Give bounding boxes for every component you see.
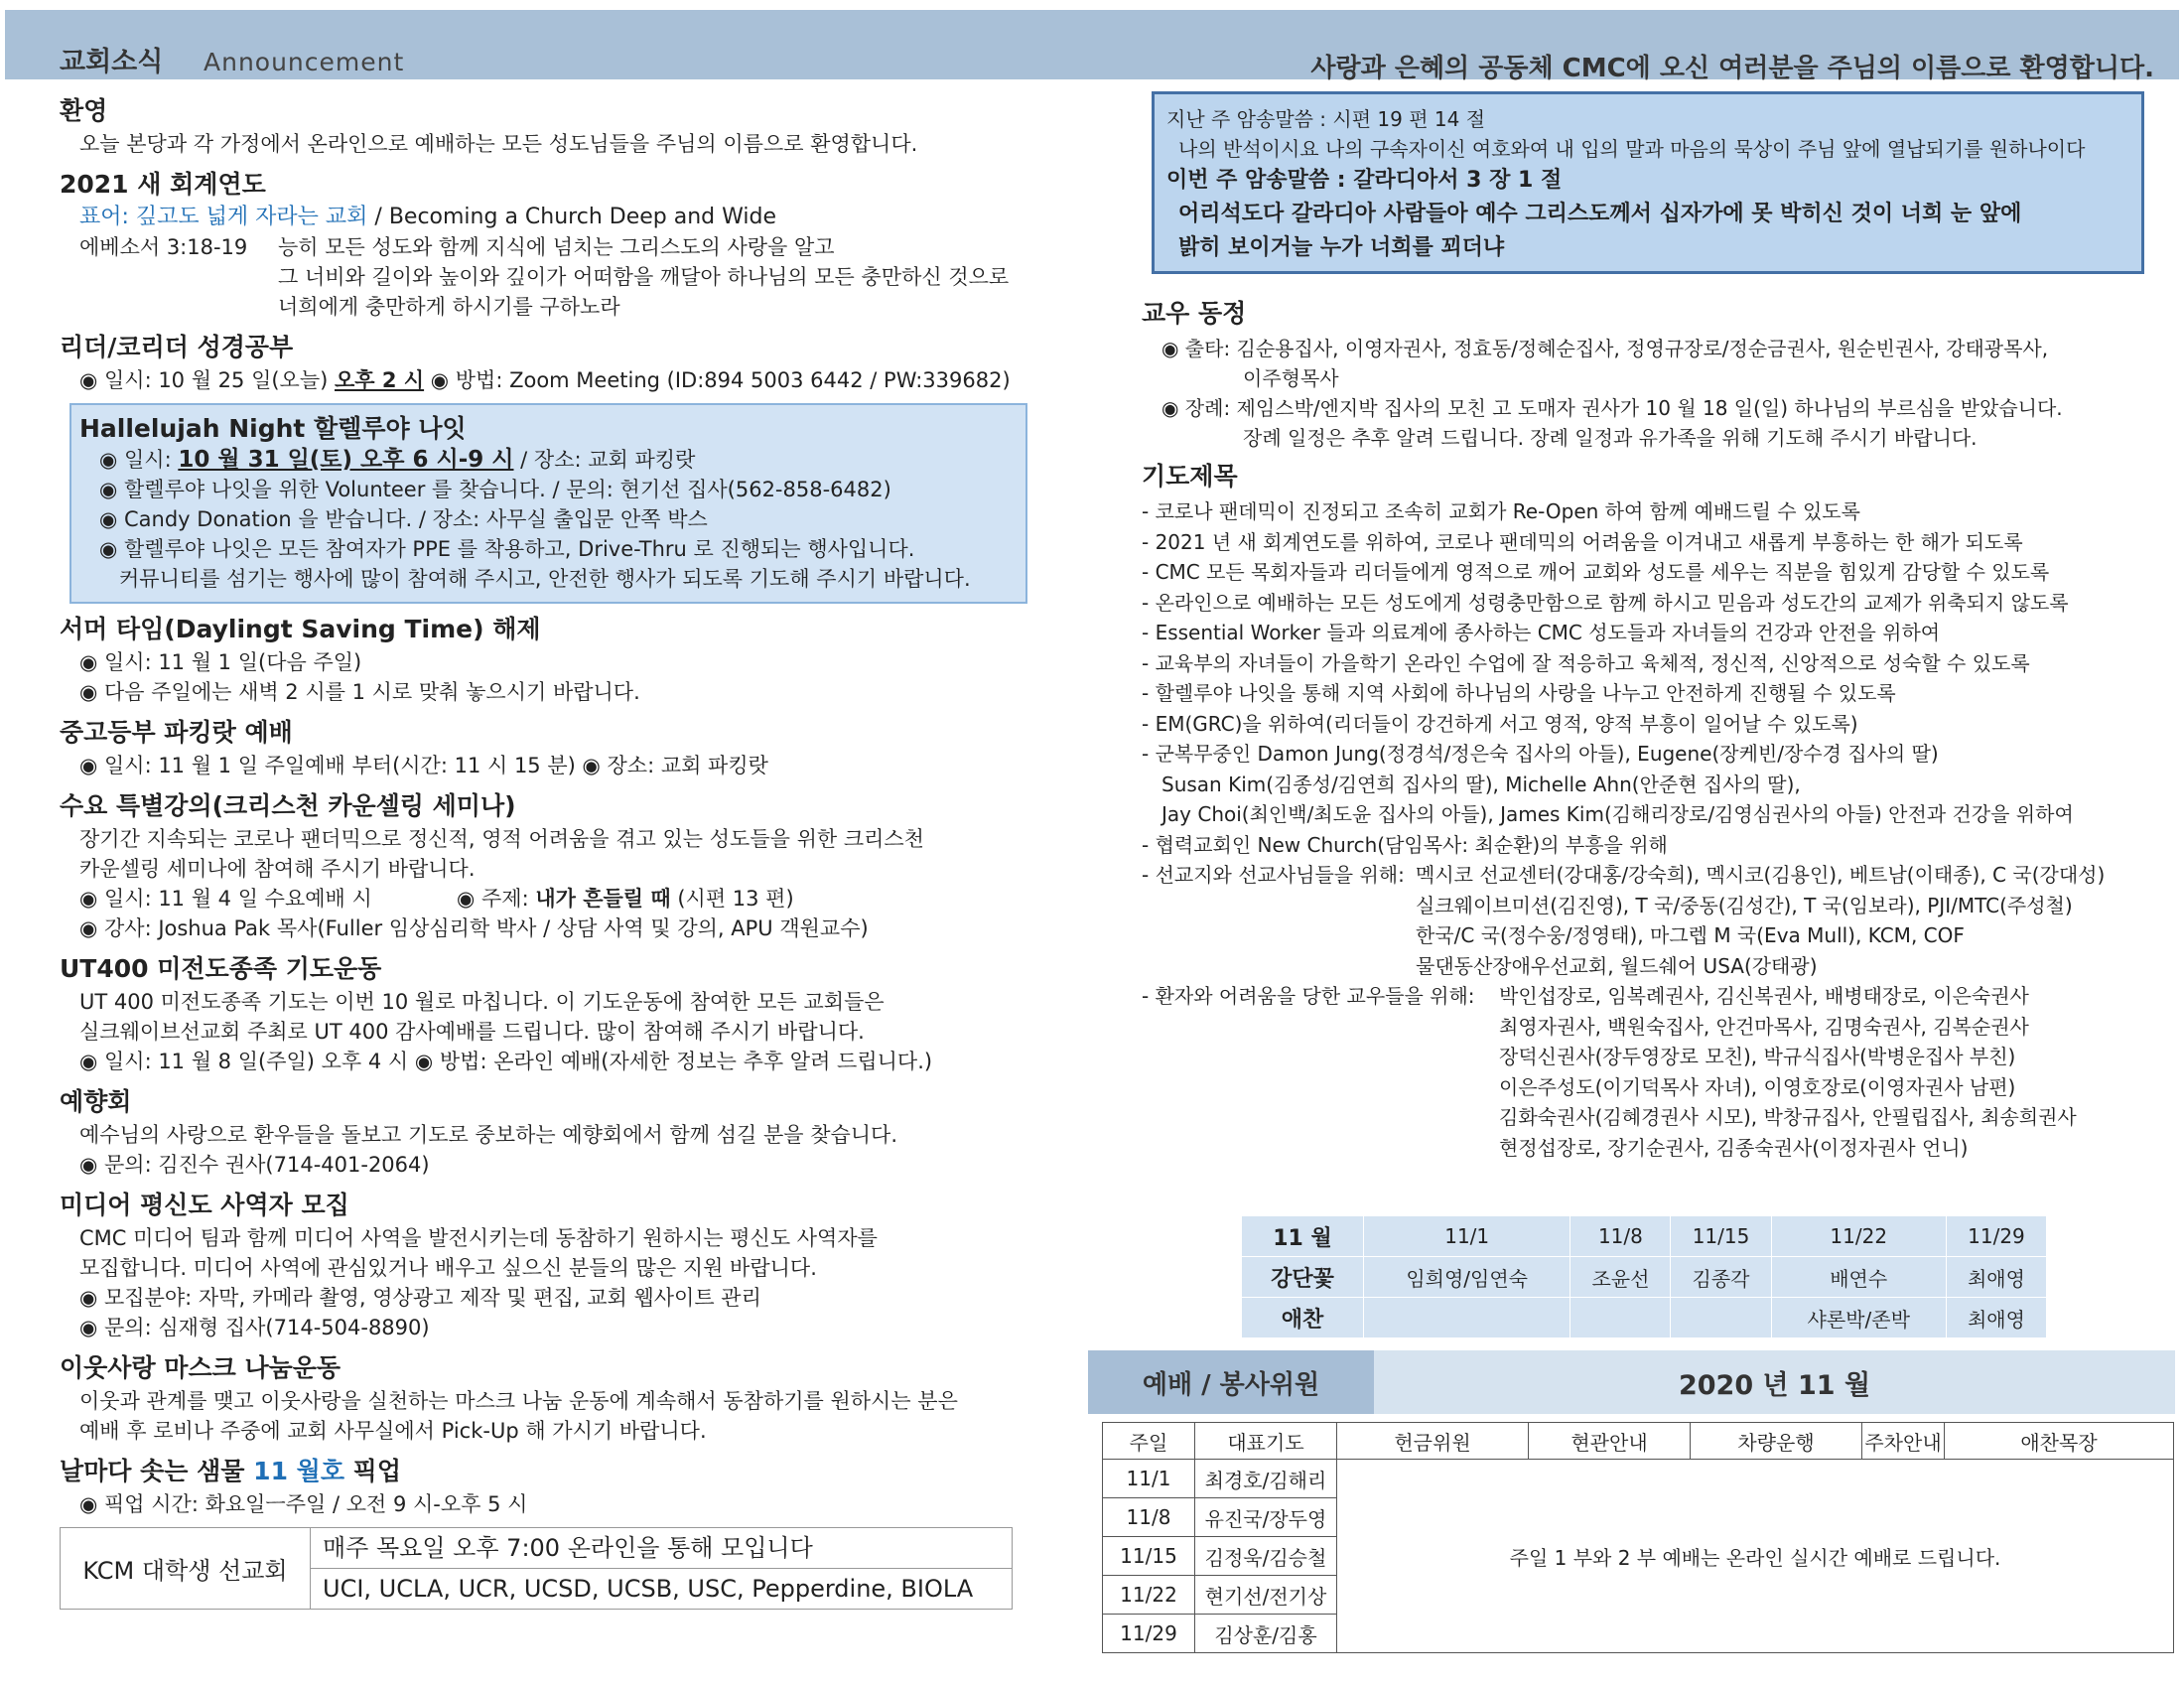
last-week-verse-text: 나의 반석이시요 나의 구속자이신 여호와여 내 입의 말과 마음의 묵상이 주님 앞에 열납되기를 원하나이다 xyxy=(1178,137,2086,161)
meal-cell xyxy=(1570,1298,1671,1338)
sunday-date: 11/22 xyxy=(1103,1576,1195,1615)
prayer-military-2: Susan Kim(김종성/김연희 집사의 딸), Michelle Ahn(안준현 집사의 딸), xyxy=(1161,772,1801,796)
kcm-line-1: 매주 목요일 오후 7:00 온라인을 통해 모입니다 xyxy=(323,1534,813,1562)
prayer-new-church: - 협력교회인 New Church(담임목사: 최순환)의 부흥을 위해 xyxy=(1142,832,1668,857)
hallelujah-community: 커뮤니티를 섬기는 행사에 많이 참여해 주시고, 안전한 행사가 되도록 기도해 주시기 바랍니다. xyxy=(119,567,971,591)
sunday-date: 11/15 xyxy=(1103,1537,1195,1576)
date-cell: 11/8 xyxy=(1570,1216,1671,1257)
ut400-desc-1: UT 400 미전도종족 기도는 이번 10 월로 마칩니다. 이 기도운동에 참여한 모든 교회들은 xyxy=(79,990,885,1014)
worship-service-bar xyxy=(1088,1350,2175,1414)
flower-schedule-table xyxy=(1241,1215,2047,1338)
prayer-leader: 유진국/장두영 xyxy=(1195,1498,1337,1537)
patient-line: 장덕신권사(장두영장로 모친), 박규식집사(박병운집사 부친) xyxy=(1499,1045,2016,1068)
mission-line: 한국/C 국(정수웅/정영태), 마그렙 M 국(Eva Mull), KCM, COF xyxy=(1416,923,1965,947)
table-row xyxy=(1103,1460,2174,1498)
leader-study-time: 오후 2 시 xyxy=(335,368,425,392)
patient-line: 김화숙권사(김혜경권사 시모), 박창규집사, 안필립집사, 최송희권사 xyxy=(1499,1105,2077,1129)
spring-title-a: 날마다 솟는 샘물 xyxy=(60,1457,254,1485)
ut400-info: ◉ 일시: 11 월 8 일(주일) 오후 4 시 ◉ 방법: 온라인 예배(자세한 정보는 추후 알려 드립니다.) xyxy=(79,1050,933,1073)
members-travel-2: 이주형목사 xyxy=(1243,366,1339,390)
prayer-item: - 할렐루야 나잇을 통해 지역 사회에 하나님의 사랑을 나누고 안전하게 진행될 수 있도록 xyxy=(1142,681,1896,705)
announcements-column xyxy=(60,85,1032,1610)
patient-line: 현정섭장로, 장기순권사, 김종숙권사(이정자권사 언니) xyxy=(1499,1135,1969,1160)
header-subtitle: Announcement xyxy=(204,48,405,76)
motto-verse xyxy=(60,232,1032,322)
ut400-title: UT400 미전도종족 기도운동 xyxy=(60,954,382,983)
right-column xyxy=(1142,290,2174,1163)
spring-title xyxy=(60,1452,1032,1487)
prayer-item: - 온라인으로 예배하는 모든 성도에게 성령충만함으로 함께 하시고 믿음과 성도간의 교제가 위축되지 않도록 xyxy=(1142,590,2069,615)
prayer-leader: 현기선/전기상 xyxy=(1195,1576,1337,1615)
patient-line: 박인섭장로, 임복례권사, 김신복권사, 배병태장로, 이은숙권사 xyxy=(1499,984,2029,1008)
this-week-verse-text-2: 밝히 보이거늘 누가 너희를 꾀더냐 xyxy=(1178,235,1505,260)
kcm-line-2: UCI, UCLA, UCR, UCSD, UCSB, USC, Pepperdine, BIOLA xyxy=(311,1568,1012,1609)
wednesday-speaker: ◉ 강사: Joshua Pak 목사(Fuller 임상심리학 박사 / 상담 사역 및 강의, APU 객원교수) xyxy=(79,916,869,940)
this-week-verse-label: 이번 주 암송말씀 : 갈라디아서 3 장 1 절 xyxy=(1166,168,1563,193)
leader-study-date: ◉ 일시: 10 월 25 일(오늘) xyxy=(79,368,335,392)
meal-cell: 최애영 xyxy=(1946,1298,2046,1338)
altar-cell: 조윤선 xyxy=(1570,1257,1671,1298)
mask-desc-1: 이웃과 관계를 맺고 이웃사랑을 실천하는 마스크 나눔 운동에 계속해서 동참하기를 원하시는 분은 xyxy=(79,1389,958,1413)
verse-line-1: 능히 모든 성도와 함께 지식에 넘치는 그리스도의 사랑을 알고 xyxy=(278,235,835,259)
flower-table-header-row xyxy=(1242,1216,2047,1257)
patient-line: 최영자권사, 백원숙집사, 안건마목사, 김명숙권사, 김복순권사 xyxy=(1499,1014,2029,1039)
members-travel-1: ◉ 출타: 김순용집사, 이영자권사, 정효동/정혜순집사, 정영규장로/정순금권사, 원순빈권사, 강태광목사, xyxy=(1161,337,2049,360)
meal-label: 애찬 xyxy=(1242,1298,1364,1338)
column-header: 대표기도 xyxy=(1195,1423,1337,1460)
mission-line: 실크웨이브미션(김진영), T 국/중동(김성간), T 국(임보라), PJI/MTC(주성철) xyxy=(1416,893,2073,917)
wednesday-topic-ref: (시편 13 편) xyxy=(670,887,794,911)
hallelujah-night-box xyxy=(69,403,1027,604)
sunday-date: 11/29 xyxy=(1103,1615,1195,1653)
altar-cell: 임희영/임연숙 xyxy=(1364,1257,1570,1298)
kcm-label: KCM 대학생 선교회 xyxy=(61,1528,311,1609)
spring-title-c: 픽업 xyxy=(343,1457,401,1485)
wednesday-topic: 내가 흔들릴 때 xyxy=(535,887,671,911)
youth-info: ◉ 일시: 11 월 1 일 주일예배 부터(시간: 11 시 15 분) ◉ 장소: 교회 파킹랏 xyxy=(79,754,768,777)
sunday-date: 11/8 xyxy=(1103,1498,1195,1537)
spring-time: ◉ 픽업 시간: 화요일ㅡ주일 / 오전 9 시-오후 5 시 xyxy=(79,1492,528,1516)
column-header: 차량운행 xyxy=(1691,1423,1862,1460)
column-header: 애찬목장 xyxy=(1945,1423,2174,1460)
welcome-title: 환영 xyxy=(60,96,108,125)
header-bar xyxy=(5,10,2179,83)
column-header: 주일 xyxy=(1103,1423,1195,1460)
prayer-item: - 교육부의 자녀들이 가을학기 온라인 수업에 잘 적응하고 육체적, 정신적, 신앙적으로 성숙할 수 있도록 xyxy=(1142,650,2030,675)
hallelujah-ppe: ◉ 할렐루야 나잇은 모든 참여자가 PPE 를 착용하고, Drive-Thru 로 진행되는 행사입니다. xyxy=(99,537,915,561)
date-cell: 11/15 xyxy=(1671,1216,1771,1257)
header-title: 교회소식 xyxy=(60,47,164,77)
members-funeral-1: ◉ 장례: 제임스박/엔지박 집사의 모친 고 도매자 권사가 10 월 18 일(일) 하나님의 부르심을 받았습니다. xyxy=(1161,396,2063,420)
spring-title-issue: 11 월호 xyxy=(253,1457,344,1485)
prayer-item: - 2021 년 새 회계연도를 위하여, 코로나 팬데믹의 어려움을 이겨내고 새롭게 부흥하는 한 해가 되도록 xyxy=(1142,529,2023,554)
date-cell: 11/29 xyxy=(1946,1216,2046,1257)
prayer-item: - 코로나 팬데믹이 진정되고 조속히 교회가 Re-Open 하여 함께 예배드릴 수 있도록 xyxy=(1142,499,1860,523)
ut400-desc-2: 실크웨이브선교회 주최로 UT 400 감사예배를 드립니다. 많이 참여해 주시기 바랍니다. xyxy=(79,1020,865,1044)
hallelujah-title: Hallelujah Night 할렐루야 나잇 xyxy=(79,414,467,443)
header-welcome: 사랑과 은혜의 공동체 CMC에 오신 여러분을 주님의 이름으로 환영합니다. xyxy=(1310,54,2154,83)
mask-desc-2: 예배 후 로비나 주중에 교회 사무실에서 Pick-Up 해 가시기 바랍니다. xyxy=(79,1419,707,1443)
wednesday-date-topic xyxy=(60,884,1032,914)
meal-cell xyxy=(1671,1298,1771,1338)
verse-line-2: 그 너비와 길이와 높이와 깊이가 어떠함을 깨달아 하나님의 모든 충만하신 것으로 xyxy=(278,265,1010,289)
date-cell: 11/22 xyxy=(1771,1216,1946,1257)
wednesday-date: ◉ 일시: 11 월 4 일 수요예배 시 xyxy=(79,887,372,911)
prayer-item: - CMC 모든 목회자들과 리더들에게 영적으로 깨어 교회와 성도를 세우는 직분을 힘있게 감당할 수 있도록 xyxy=(1142,560,2050,584)
meal-cell: 샤론박/존박 xyxy=(1771,1298,1946,1338)
mission-line: 멕시코 선교센터(강대홍/강숙희), 멕시코(김용인), 베트남(이태종), C 국(강대성) xyxy=(1416,863,2106,887)
sunday-date: 11/1 xyxy=(1103,1460,1195,1498)
dst-date: ◉ 일시: 11 월 1 일(다음 주일) xyxy=(79,650,362,674)
wednesday-title: 수요 특별강의(크리스천 카운셀링 세미나) xyxy=(60,791,516,820)
verse-line-3: 너희에게 충만하게 하시기를 구하노라 xyxy=(278,295,620,319)
wednesday-topic-prefix: ◉ 주제: xyxy=(457,887,536,911)
prayer-title: 기도제목 xyxy=(1142,462,1238,491)
wednesday-desc-1: 장기간 지속되는 코로나 팬더믹으로 정신적, 영적 어려움을 겪고 있는 성도들을 위한 크리스천 xyxy=(79,827,924,851)
prayer-leader: 김상훈/김홍 xyxy=(1195,1615,1337,1653)
dst-note: ◉ 다음 주일에는 새벽 2 시를 1 시로 맞춰 놓으시기 바랍니다. xyxy=(79,680,640,704)
yehyang-title: 예향회 xyxy=(60,1087,132,1116)
hallelujah-candy: ◉ Candy Donation 을 받습니다. / 장소: 사무실 출입문 안쪽 박스 xyxy=(99,507,708,531)
altar-cell: 배연수 xyxy=(1771,1257,1946,1298)
media-desc-1: CMC 미디어 팀과 함께 미디어 사역을 발전시키는데 동참하기 원하시는 평신도 사역자를 xyxy=(79,1226,878,1250)
hallelujah-date: 10 월 31 일(토) 오후 6 시-9 시 xyxy=(178,447,514,473)
fellowship-meal-row xyxy=(1242,1298,2047,1338)
last-week-verse-label: 지난 주 암송말씀 : 시편 19 편 14 절 xyxy=(1166,107,1486,131)
altar-flower-row xyxy=(1242,1257,2047,1298)
kcm-box xyxy=(60,1527,1013,1610)
hallelujah-date-line xyxy=(79,445,1018,475)
prayer-military-3: Jay Choi(최인백/최도윤 집사의 아들), James Kim(김해리장로/김영심권사의 아들) 안전과 건강을 위하여 xyxy=(1161,802,2074,826)
prayer-leader: 최경호/김해리 xyxy=(1195,1460,1337,1498)
prayer-list xyxy=(1142,496,2174,1163)
leader-study-title: 리더/코리더 성경공부 xyxy=(60,333,294,361)
prayer-item: - EM(GRC)을 위하여(리더들이 강건하게 서고 영적, 양적 부흥이 일어날 수 있도록) xyxy=(1142,711,1858,736)
column-header: 헌금위원 xyxy=(1337,1423,1529,1460)
worship-service-table xyxy=(1102,1422,2174,1653)
worship-bar-title: 2020 년 11 월 xyxy=(1678,1369,1871,1401)
new-year-title: 2021 새 회계연도 xyxy=(60,170,266,199)
media-desc-2: 모집합니다. 미디어 사역에 관심있거나 배우고 싶으신 분들의 많은 지원 바랍니다. xyxy=(79,1256,817,1280)
welcome-text: 오늘 본당과 각 가정에서 온라인으로 예배하는 모든 성도님들을 주님의 이름으로 환영합니다. xyxy=(79,132,918,156)
yehyang-desc: 예수님의 사랑으로 환우들을 돌보고 기도로 중보하는 예향회에서 함께 섬길 분을 찾습니다. xyxy=(79,1123,898,1147)
motto-line xyxy=(60,203,1032,232)
altar-label: 강단꽃 xyxy=(1242,1257,1364,1298)
leader-study-method: ◉ 방법: Zoom Meeting (ID:894 5003 6442 / PW:339682) xyxy=(424,368,1011,392)
patient-label: - 환자와 어려움을 당한 교우들을 위해: xyxy=(1142,984,1475,1008)
mission-line: 물댄동산장애우선교회, 월드쉐어 USA(강태광) xyxy=(1416,953,1818,978)
worship-table-header xyxy=(1103,1423,2174,1460)
this-week-verse-text-1: 어리석도다 갈라디아 사람들아 예수 그리스도께서 십자가에 못 박히신 것이 너희 눈 앞에 xyxy=(1178,202,2022,226)
prayer-item: - Essential Worker 들과 의료계에 종사하는 CMC 성도들과 자녀들의 건강과 안전을 위하여 xyxy=(1142,621,1941,644)
column-header: 현관안내 xyxy=(1529,1423,1691,1460)
dst-title: 서머 타임(Daylingt Saving Time) 해제 xyxy=(60,615,541,643)
date-cell: 11/1 xyxy=(1364,1216,1570,1257)
mission-label: - 선교지와 선교사님들을 위해: xyxy=(1142,863,1405,887)
meal-cell xyxy=(1364,1298,1570,1338)
yehyang-contact: ◉ 문의: 김진수 권사(714-401-2064) xyxy=(79,1153,430,1177)
online-worship-note: 주일 1 부와 2 부 예배는 온라인 실시간 예배로 드립니다. xyxy=(1337,1460,2174,1653)
patient-line: 이은주성도(이기덕목사 자녀), 이영호장로(이영자권사 남편) xyxy=(1499,1074,2016,1099)
mask-title: 이웃사랑 마스크 나눔운동 xyxy=(60,1353,341,1382)
hallelujah-place: / 장소: 교회 파킹랏 xyxy=(513,448,696,472)
verse-reference: 에베소서 3:18-19 xyxy=(79,235,248,259)
month-cell: 11 월 xyxy=(1242,1216,1364,1257)
prayer-mission xyxy=(1142,860,2174,981)
youth-title: 중고등부 파킹랏 예배 xyxy=(60,718,293,747)
wednesday-desc-2: 카운셀링 세미나에 참여해 주시기 바랍니다. xyxy=(79,857,476,881)
column-header: 주차안내 xyxy=(1862,1423,1945,1460)
memory-verse-box xyxy=(1152,91,2144,274)
prayer-leader: 김정욱/김승철 xyxy=(1195,1537,1337,1576)
worship-bar-label: 예배 / 봉사위원 xyxy=(1088,1350,1374,1414)
media-field: ◉ 모집분야: 자막, 카메라 촬영, 영상광고 제작 및 편집, 교회 웹사이트 관리 xyxy=(79,1286,761,1310)
motto-english: / Becoming a Church Deep and Wide xyxy=(367,205,776,229)
hallelujah-date-prefix: ◉ 일시: xyxy=(99,448,179,472)
altar-cell: 김종각 xyxy=(1671,1257,1771,1298)
prayer-patients xyxy=(1142,981,2174,1163)
media-title: 미디어 평신도 사역자 모집 xyxy=(60,1191,349,1219)
media-contact: ◉ 문의: 심재형 집사(714-504-8890) xyxy=(79,1316,430,1339)
motto-label: 표어: 깊고도 넓게 자라는 교회 xyxy=(79,205,368,229)
leader-study-info xyxy=(60,365,1032,395)
members-funeral-2: 장례 일정은 추후 알려 드립니다. 장례 일정과 유가족을 위해 기도해 주시기 바랍니다. xyxy=(1243,426,1978,450)
hallelujah-volunteer: ◉ 할렐루야 나잇을 위한 Volunteer 를 찾습니다. / 문의: 현기선 집사(562-858-6482) xyxy=(99,478,891,501)
members-title: 교우 동정 xyxy=(1142,299,1247,328)
prayer-item: - 군복무중인 Damon Jung(정경석/정은숙 집사의 아들), Eugene(장케빈/장수경 집사의 딸) xyxy=(1142,742,1939,766)
altar-cell: 최애영 xyxy=(1946,1257,2046,1298)
